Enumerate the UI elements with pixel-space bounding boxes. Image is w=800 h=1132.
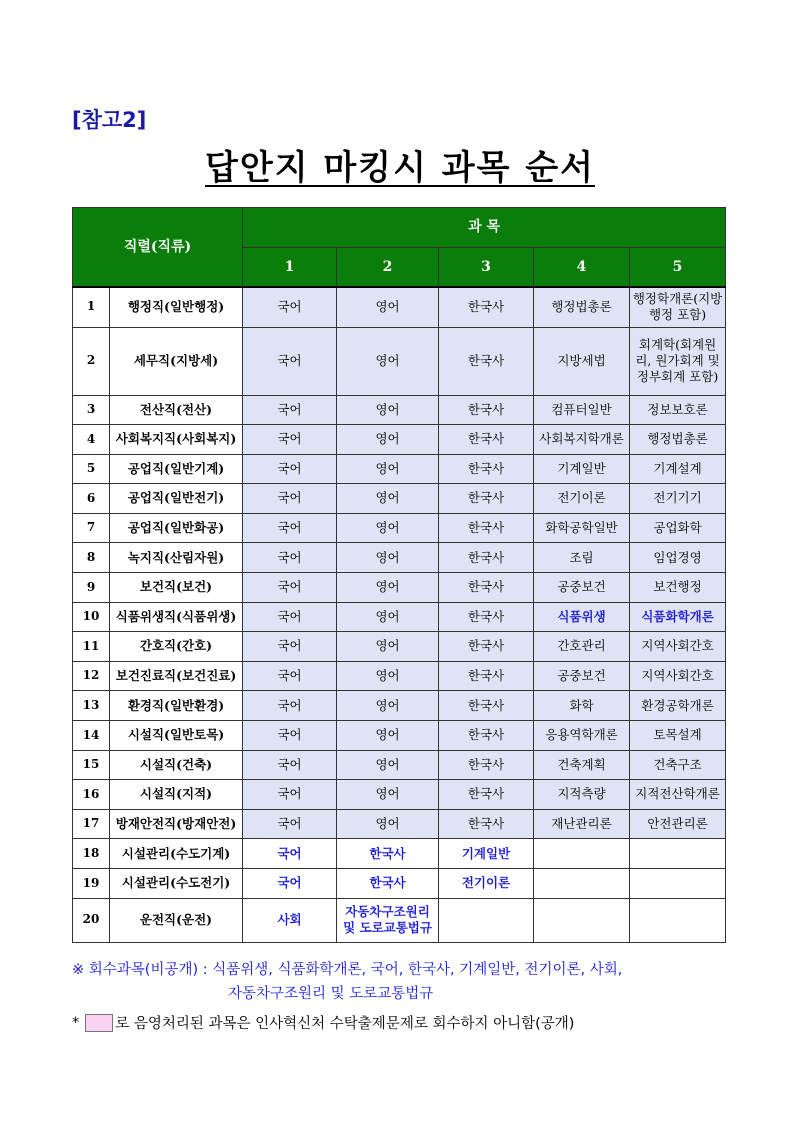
subject-cell: 영어 xyxy=(337,513,439,543)
subject-cell: 응용역학개론 xyxy=(534,721,630,751)
table-row xyxy=(73,898,726,942)
subject-cell: 지적전산학개론 xyxy=(630,780,726,810)
subject-cell: 한국사 xyxy=(439,721,534,751)
subject-cell: 사회복지학개론 xyxy=(534,425,630,455)
subject-cell: 한국사 xyxy=(439,632,534,662)
subject-cell: 한국사 xyxy=(439,287,534,327)
table-row xyxy=(73,721,726,751)
subject-cell: 국어 xyxy=(243,327,337,395)
position-name: 공업직(일반기계) xyxy=(110,454,243,484)
subject-order-table xyxy=(72,207,726,943)
row-number: 9 xyxy=(73,573,110,603)
row-number: 2 xyxy=(73,327,110,395)
subject-col-1-header: 1 xyxy=(243,248,337,288)
subject-cell: 영어 xyxy=(337,721,439,751)
subject-cell-recovered: 국어 xyxy=(243,839,337,869)
subject-col-3-header: 3 xyxy=(439,248,534,288)
reference-label: [참고2] xyxy=(72,108,147,132)
position-name: 사회복지직(사회복지) xyxy=(110,425,243,455)
subject-cell: 회계학(회계원리, 원가회계 및 정부회계 포함) xyxy=(630,327,726,395)
subject-cell: 지역사회간호 xyxy=(630,632,726,662)
subject-cell: 한국사 xyxy=(439,809,534,839)
subject-cell: 화학 xyxy=(534,691,630,721)
subject-cell: 국어 xyxy=(243,425,337,455)
row-number: 18 xyxy=(73,839,110,869)
subject-cell: 한국사 xyxy=(439,484,534,514)
subject-cell: 공업화학 xyxy=(630,513,726,543)
position-name: 공업직(일반전기) xyxy=(110,484,243,514)
table-row xyxy=(73,484,726,514)
note-bullet: * xyxy=(72,1014,80,1031)
subject-cell: 영어 xyxy=(337,484,439,514)
position-name: 공업직(일반화공) xyxy=(110,513,243,543)
subject-col-2-header: 2 xyxy=(337,248,439,288)
subject-cell: 영어 xyxy=(337,750,439,780)
table-row xyxy=(73,839,726,869)
row-number: 10 xyxy=(73,602,110,632)
row-number: 4 xyxy=(73,425,110,455)
subject-cell: 지방세법 xyxy=(534,327,630,395)
table-row xyxy=(73,513,726,543)
position-name: 보건진료직(보건진료) xyxy=(110,661,243,691)
row-number: 12 xyxy=(73,661,110,691)
subject-cell: 한국사 xyxy=(439,750,534,780)
row-number: 7 xyxy=(73,513,110,543)
position-column-header: 직렬(직류) xyxy=(73,208,243,288)
table-row xyxy=(73,602,726,632)
subject-cell: 영어 xyxy=(337,395,439,425)
subject-cell: 전기이론 xyxy=(534,484,630,514)
table-row xyxy=(73,661,726,691)
subject-cell-empty xyxy=(630,869,726,899)
subject-cell: 국어 xyxy=(243,721,337,751)
row-number: 17 xyxy=(73,809,110,839)
subject-cell: 안전관리론 xyxy=(630,809,726,839)
subject-cell: 건축구조 xyxy=(630,750,726,780)
subject-cell: 국어 xyxy=(243,809,337,839)
subject-cell: 기계설계 xyxy=(630,454,726,484)
table-row xyxy=(73,750,726,780)
subject-cell: 국어 xyxy=(243,484,337,514)
subject-cell: 한국사 xyxy=(439,661,534,691)
position-name: 시설직(일반토목) xyxy=(110,721,243,751)
subject-cell: 지적측량 xyxy=(534,780,630,810)
subject-cell: 영어 xyxy=(337,425,439,455)
shaded-subjects-note xyxy=(72,1012,574,1033)
table-row xyxy=(73,454,726,484)
subject-cell: 한국사 xyxy=(439,425,534,455)
subject-cell: 국어 xyxy=(243,632,337,662)
subject-cell: 국어 xyxy=(243,780,337,810)
subject-cell: 국어 xyxy=(243,287,337,327)
subject-cell: 한국사 xyxy=(439,780,534,810)
subject-cell: 환경공학개론 xyxy=(630,691,726,721)
subject-cell: 전기기기 xyxy=(630,484,726,514)
position-name: 방재안전직(방재안전) xyxy=(110,809,243,839)
subject-cell: 한국사 xyxy=(439,543,534,573)
subject-cell: 국어 xyxy=(243,691,337,721)
position-name: 세무직(지방세) xyxy=(110,327,243,395)
subject-col-4-header: 4 xyxy=(534,248,630,288)
subject-cell: 국어 xyxy=(243,454,337,484)
subject-cell: 영어 xyxy=(337,809,439,839)
subject-cell: 공중보건 xyxy=(534,573,630,603)
row-number: 20 xyxy=(73,898,110,942)
subject-cell: 토목설계 xyxy=(630,721,726,751)
subject-cell: 조림 xyxy=(534,543,630,573)
subject-cell: 행정법총론 xyxy=(630,425,726,455)
subject-cell: 한국사 xyxy=(439,327,534,395)
subject-cell: 국어 xyxy=(243,513,337,543)
subject-cell-recovered: 기계일반 xyxy=(439,839,534,869)
subject-cell: 영어 xyxy=(337,691,439,721)
subject-cell: 국어 xyxy=(243,395,337,425)
table-row xyxy=(73,632,726,662)
subject-cell: 영어 xyxy=(337,327,439,395)
position-name: 시설직(지적) xyxy=(110,780,243,810)
row-number: 8 xyxy=(73,543,110,573)
table-row xyxy=(73,287,726,327)
subject-cell-recovered: 국어 xyxy=(243,869,337,899)
subject-cell: 영어 xyxy=(337,543,439,573)
subject-cell: 한국사 xyxy=(439,573,534,603)
recovered-subjects-line1: ※ 회수과목(비공개) : 식품위생, 식품화학개론, 국어, 한국사, 기계일반, 전기이론, 사회, xyxy=(72,962,623,978)
table-row xyxy=(73,395,726,425)
row-number: 15 xyxy=(73,750,110,780)
table-row xyxy=(73,691,726,721)
subject-cell: 공중보건 xyxy=(534,661,630,691)
subject-cell-empty xyxy=(534,839,630,869)
table-row xyxy=(73,425,726,455)
subject-cell: 한국사 xyxy=(439,691,534,721)
position-name: 보건직(보건) xyxy=(110,573,243,603)
subject-cell: 한국사 xyxy=(439,513,534,543)
subject-cell: 영어 xyxy=(337,632,439,662)
table-row xyxy=(73,869,726,899)
subject-cell: 한국사 xyxy=(439,602,534,632)
position-name: 시설관리(수도기계) xyxy=(110,839,243,869)
subject-cell: 기계일반 xyxy=(534,454,630,484)
subject-cell: 행정법총론 xyxy=(534,287,630,327)
subject-cell-recovered: 전기이론 xyxy=(439,869,534,899)
row-number: 1 xyxy=(73,287,110,327)
subject-cell: 임업경영 xyxy=(630,543,726,573)
subject-cell: 재난관리론 xyxy=(534,809,630,839)
subject-cell: 화학공학일반 xyxy=(534,513,630,543)
position-name: 간호직(간호) xyxy=(110,632,243,662)
subject-cell: 컴퓨터일반 xyxy=(534,395,630,425)
position-name: 시설관리(수도전기) xyxy=(110,869,243,899)
subject-cell: 지역사회간호 xyxy=(630,661,726,691)
row-number: 14 xyxy=(73,721,110,751)
table-row xyxy=(73,809,726,839)
subject-cell: 국어 xyxy=(243,661,337,691)
row-number: 5 xyxy=(73,454,110,484)
subject-cell: 국어 xyxy=(243,573,337,603)
subject-cell-recovered: 한국사 xyxy=(337,869,439,899)
subject-cell: 국어 xyxy=(243,750,337,780)
subject-cell-empty xyxy=(630,839,726,869)
subject-cell-empty xyxy=(534,869,630,899)
table-row xyxy=(73,780,726,810)
subject-cell: 영어 xyxy=(337,602,439,632)
subject-col-5-header: 5 xyxy=(630,248,726,288)
subject-cell-recovered: 한국사 xyxy=(337,839,439,869)
row-number: 16 xyxy=(73,780,110,810)
row-number: 11 xyxy=(73,632,110,662)
subject-cell: 영어 xyxy=(337,287,439,327)
row-number: 3 xyxy=(73,395,110,425)
subject-cell: 정보보호론 xyxy=(630,395,726,425)
subject-cell-empty xyxy=(439,898,534,942)
subjects-column-header: 과 목 xyxy=(243,208,726,248)
subject-cell: 보건행정 xyxy=(630,573,726,603)
table-row xyxy=(73,327,726,395)
shade-legend-swatch xyxy=(85,1014,113,1032)
subject-cell: 영어 xyxy=(337,573,439,603)
subject-cell-empty xyxy=(534,898,630,942)
position-name: 전산직(전산) xyxy=(110,395,243,425)
subject-cell-recovered: 식품화학개론 xyxy=(630,602,726,632)
table-row xyxy=(73,573,726,603)
subject-cell: 행정학개론(지방행정 포함) xyxy=(630,287,726,327)
subject-cell: 영어 xyxy=(337,780,439,810)
position-name: 운전직(운전) xyxy=(110,898,243,942)
table-row xyxy=(73,543,726,573)
subject-cell-recovered: 사회 xyxy=(243,898,337,942)
position-name: 환경직(일반환경) xyxy=(110,691,243,721)
position-name: 시설직(건축) xyxy=(110,750,243,780)
subject-cell: 한국사 xyxy=(439,395,534,425)
recovered-subjects-line2: 자동차구조원리 및 도로교통법규 xyxy=(228,986,434,1002)
subject-cell-empty xyxy=(630,898,726,942)
row-number: 13 xyxy=(73,691,110,721)
position-name: 행정직(일반행정) xyxy=(110,287,243,327)
subject-cell: 영어 xyxy=(337,454,439,484)
subject-cell-recovered: 식품위생 xyxy=(534,602,630,632)
subject-cell-recovered: 자동차구조원리 및 도로교통법규 xyxy=(337,898,439,942)
recovered-subjects-note xyxy=(72,958,623,1002)
subject-cell: 영어 xyxy=(337,661,439,691)
row-number: 19 xyxy=(73,869,110,899)
subject-cell: 간호관리 xyxy=(534,632,630,662)
page-title: 답안지 마킹시 과목 순서 xyxy=(205,148,595,188)
shaded-subjects-text: 로 음영처리된 과목은 인사혁신처 수탁출제문제로 회수하지 아니함(공개) xyxy=(115,1016,575,1032)
position-name: 식품위생직(식품위생) xyxy=(110,602,243,632)
subject-cell: 건축계획 xyxy=(534,750,630,780)
subject-cell: 한국사 xyxy=(439,454,534,484)
position-name: 녹지직(산림자원) xyxy=(110,543,243,573)
row-number: 6 xyxy=(73,484,110,514)
subject-cell: 국어 xyxy=(243,543,337,573)
subject-cell: 국어 xyxy=(243,602,337,632)
